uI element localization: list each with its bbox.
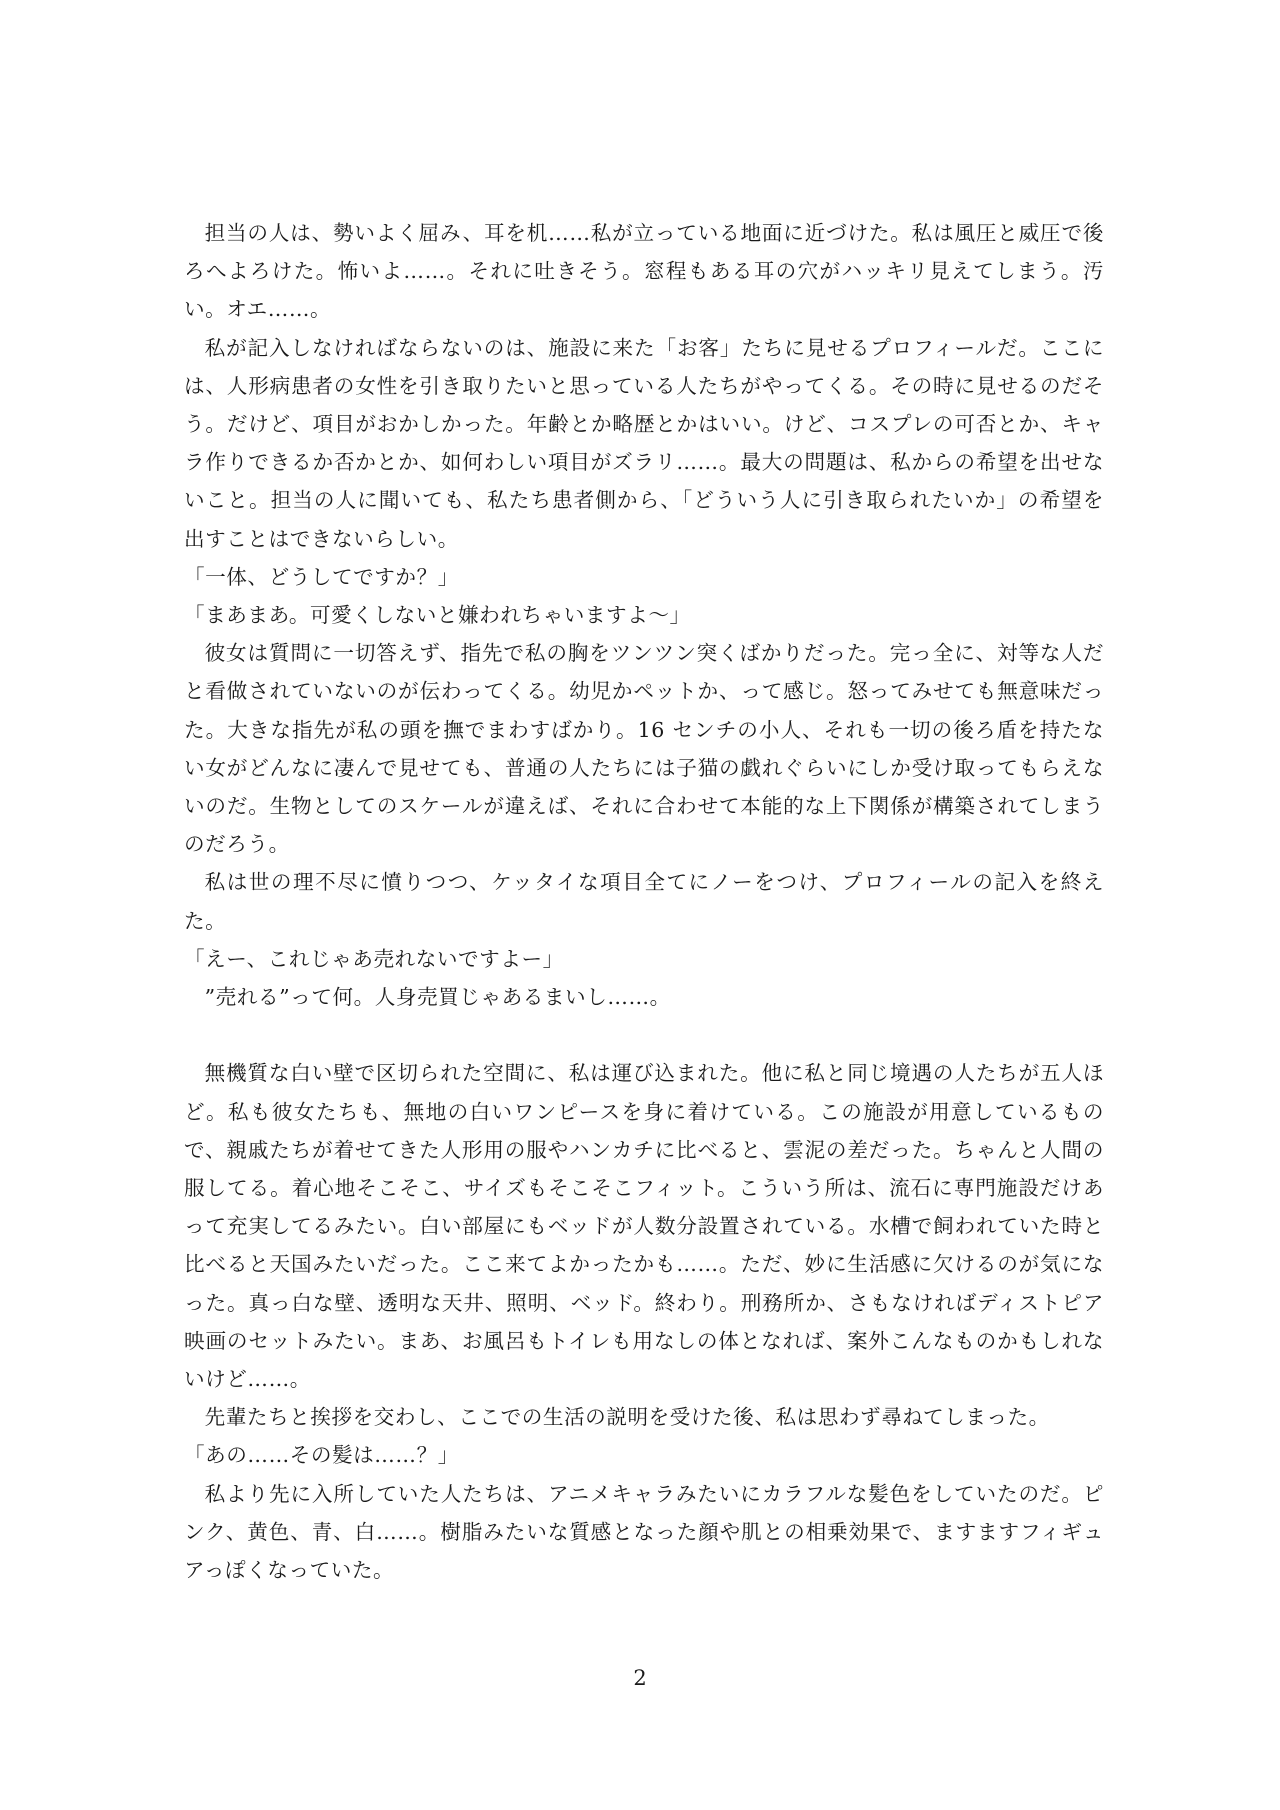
paragraph: 担当の人は、勢いよく屈み、耳を机……私が立っている地面に近づけた。私は風圧と威圧で後ろへよろけた。怖いよ……。それに吐きそう。窓程もある耳の穴がハッキリ見えてしまう。汚い。オエ……。 (184, 221, 1104, 322)
dialogue-line: 「あの……その髪は……？」 (184, 1443, 459, 1468)
dialogue-line: 「一体、どうしてですか？」 (184, 564, 459, 589)
paragraph: ”売れる”って何。人身売買じゃあるまいし……。 (204, 985, 671, 1010)
paragraph: 私が記入しなければならないのは、施設に来た「お客」たちに見せるプロフィールだ。ここには、人形病患者の女性を引き取りたいと思っている人たちがやってくる。その時に見せるのだそう。だけど、項目がおかしかった。年齢とか略歴とかはいい。けど、コスプレの可否とか、キャラ作りできるか否かとか、如何わしい項目がズラリ……。最大の問題は、私からの希望を出せないこと。担当の人に聞いても、私たち患者側から、「どういう人に引き取られたいか」の希望を出すことはできないらしい。 (184, 335, 1104, 551)
page-number: 2 (633, 1666, 647, 1690)
paragraph: 彼女は質問に一切答えず、指先で私の胸をツンツン突くばかりだった。完っ全に、対等な人だと看做されていないのが伝わってくる。幼児かペットか、って感じ。怒ってみせても無意味だった。大きな指先が私の頭を撫でまわすばかり。16 センチの小人、それも一切の後ろ盾を持たない女がどんなに凄んで見せても、普通の人たちには子猫の戯れぐらいにしか受け取ってもらえないのだ。生物としてのスケールが違えば、それに合わせて本能的な上下関係が構築されてしまうのだろう。 (184, 641, 1104, 857)
section-break (184, 1016, 1104, 1054)
body-text (184, 214, 1104, 1589)
paragraph: 私より先に入所していた人たちは、アニメキャラみたいにカラフルな髪色をしていたのだ。ピンク、黄色、青、白……。樹脂みたいな質感となった顔や肌との相乗効果で、ますますフィギュアっぽくなっていた。 (184, 1481, 1104, 1583)
dialogue-line: 「まあまあ。可愛くしないと嫌われちゃいますよ～」 (184, 603, 691, 628)
dialogue-line: 「えー、これじゃあ売れないですよー」 (184, 946, 564, 971)
paragraph: 無機質な白い壁で区切られた空間に、私は運び込まれた。他に私と同じ境遇の人たちが五人ほど。私も彼女たちも、無地の白いワンピースを身に着けている。この施設が用意しているもので、親戚たちが着せてきた人形用の服やハンカチに比べると、雲泥の差だった。ちゃんと人間の服してる。着心地そこそこ、サイズもそこそこフィット。こういう所は、流石に専門施設だけあって充実してるみたい。白い部屋にもベッドが人数分設置されている。水槽で飼われていた時と比べると天国みたいだった。ここ来てよかったかも……。ただ、妙に生活感に欠けるのが気になった。真っ白な壁、透明な天井、照明、ベッド。終わり。刑務所か、さもなければディストピア映画のセットみたい。まあ、お風呂もトイレも用なしの体となれば、案外こんなものかもしれないけど……。 (184, 1061, 1104, 1392)
paragraph: 私は世の理不尽に憤りつつ、ケッタイな項目全てにノーをつけ、プロフィールの記入を終えた。 (184, 870, 1104, 933)
paragraph: 先輩たちと挨拶を交わし、ここでの生活の説明を受けた後、私は思わず尋ねてしまった。 (204, 1405, 1050, 1430)
